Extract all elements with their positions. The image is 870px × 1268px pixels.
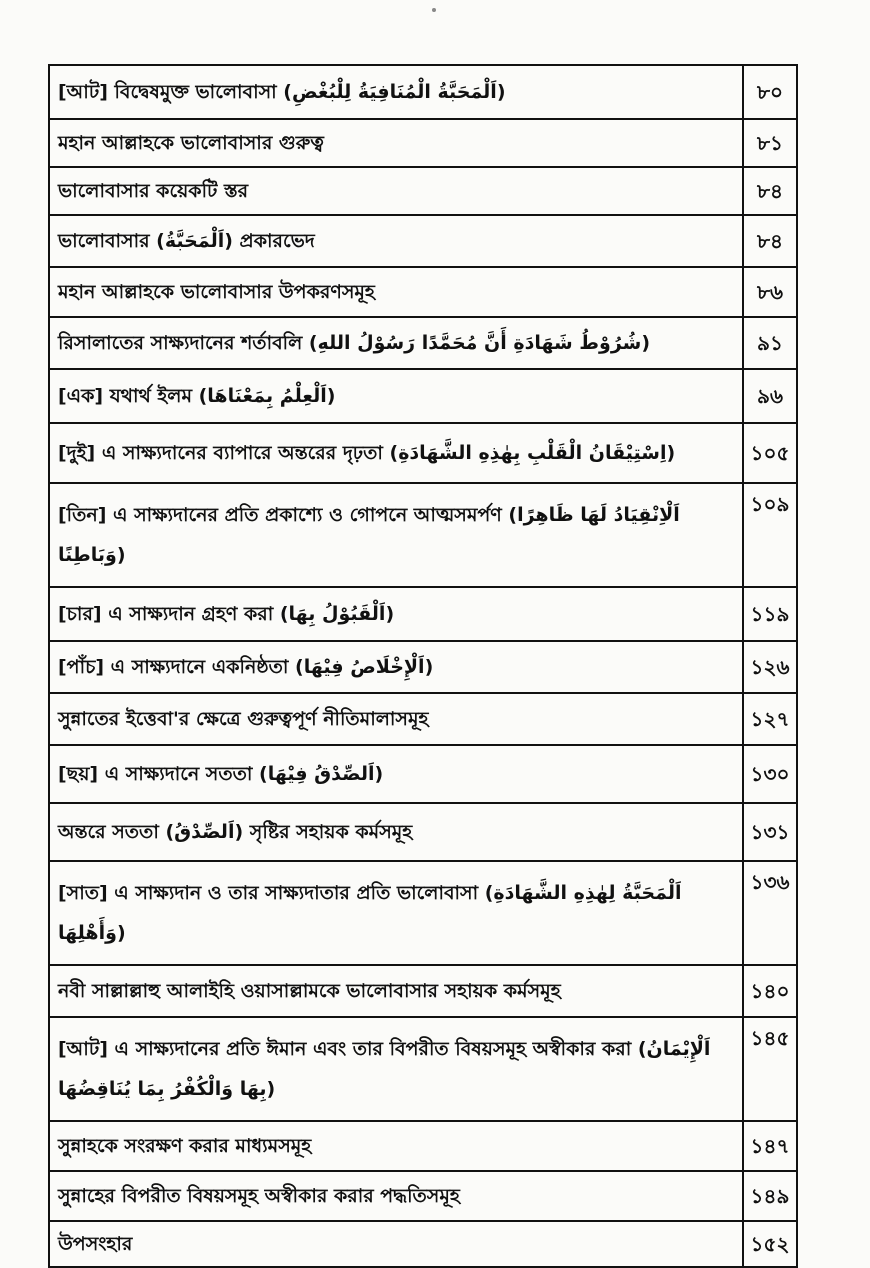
toc-row <box>49 317 797 369</box>
toc-row <box>49 369 797 423</box>
toc-title: ভালোবাসার কয়েকটি স্তর <box>49 167 743 215</box>
toc-row <box>49 965 797 1017</box>
toc-page-number: ৮৪ <box>743 167 797 215</box>
toc-page-number: ১১৯ <box>743 587 797 641</box>
speck-dot <box>432 8 436 12</box>
toc-page-number: ৮১ <box>743 119 797 167</box>
toc-title: [সাত] এ সাক্ষ্যদান ও তার সাক্ষ্যদাতার প্রতি ভালোবাসা (اَلْمَحَبَّةُ لِهٰذِهِ الشَّهَادَةِ وَأَهْلِهَا) <box>49 861 743 965</box>
toc-page-number: ১৪৫ <box>743 1017 797 1121</box>
toc-page-number: ১৩১ <box>743 803 797 861</box>
toc-title: [ছয়] এ সাক্ষ্যদানে সততা (اَلصِّدْقُ فِيْهَا) <box>49 745 743 803</box>
toc-page-number: ৮৪ <box>743 215 797 267</box>
toc-row <box>49 1121 797 1171</box>
toc-page-number: ১৪৯ <box>743 1171 797 1221</box>
toc-title: সুন্নাহকে সংরক্ষণ করার মাধ্যমসমূহ <box>49 1121 743 1171</box>
toc-title: [তিন] এ সাক্ষ্যদানের প্রতি প্রকাশ্যে ও গোপনে আত্মসমর্পণ (اَلْاِنْقِيَادُ لَهَا ظَاهِرًا وَبَاطِنًا) <box>49 483 743 587</box>
toc-title: মহান আল্লাহকে ভালোবাসার গুরুত্ব <box>49 119 743 167</box>
toc-row <box>49 587 797 641</box>
toc-row <box>49 423 797 483</box>
toc-row <box>49 167 797 215</box>
toc-title: ভালোবাসার (اَلْمَحَبَّةُ) প্রকারভেদ <box>49 215 743 267</box>
toc-title: [পাঁচ] এ সাক্ষ্যদানে একনিষ্ঠতা (اَلْإِخْلَاصُ فِيْهَا) <box>49 641 743 693</box>
toc-row <box>49 1171 797 1221</box>
toc-page-number: ১০৫ <box>743 423 797 483</box>
toc-title: অন্তরে সততা (اَلصِّدْقُ) সৃষ্টির সহায়ক কর্মসমূহ <box>49 803 743 861</box>
toc-title: মহান আল্লাহকে ভালোবাসার উপকরণসমূহ <box>49 267 743 317</box>
toc-page-number: ৮৬ <box>743 267 797 317</box>
toc-title: রিসালাতের সাক্ষ্যদানের শর্তাবলি (شُرُوْطُ شَهَادَةِ أَنَّ مُحَمَّدًا رَسُوْلُ اللهِ) <box>49 317 743 369</box>
toc-row <box>49 483 797 587</box>
toc-row <box>49 861 797 965</box>
table-of-contents <box>48 64 798 1268</box>
toc-title: [এক] যথার্থ ইলম (اَلْعِلْمُ بِمَعْنَاهَا) <box>49 369 743 423</box>
toc-title: [আট] এ সাক্ষ্যদানের প্রতি ঈমান এবং তার বিপরীত বিষয়সমূহ অস্বীকার করা (اَلْإِيْمَانُ بِهَا وَالْكُفْرُ بِمَا يُنَاقِضُهَا) <box>49 1017 743 1121</box>
toc-row <box>49 803 797 861</box>
toc-page-number: ১০৯ <box>743 483 797 587</box>
toc-row <box>49 693 797 745</box>
toc-page-number: ১৪৭ <box>743 1121 797 1171</box>
toc-row <box>49 267 797 317</box>
toc-title: উপসংহার <box>49 1221 743 1267</box>
toc-page-number: ৯১ <box>743 317 797 369</box>
toc-page-number: ১৩৬ <box>743 861 797 965</box>
toc-page-number: ১৫২ <box>743 1221 797 1267</box>
toc-title: সুন্নাতের ইত্তেবা'র ক্ষেত্রে গুরুত্বপূর্ণ নীতিমালাসমূহ <box>49 693 743 745</box>
toc-row <box>49 1221 797 1267</box>
toc-title: সুন্নাহের বিপরীত বিষয়সমূহ অস্বীকার করার পদ্ধতিসমূহ <box>49 1171 743 1221</box>
toc-page-number: ১২৭ <box>743 693 797 745</box>
toc-title: [চার] এ সাক্ষ্যদান গ্রহণ করা (اَلْقَبُوْلُ بِهَا) <box>49 587 743 641</box>
toc-row <box>49 745 797 803</box>
toc-title: [দুই] এ সাক্ষ্যদানের ব্যাপারে অন্তরের দৃঢ়তা (اِسْتِيْقَانُ الْقَلْبِ بِهٰذِهِ الشَّهَادَةِ) <box>49 423 743 483</box>
toc-title: [আট] বিদ্বেষমুক্ত ভালোবাসা (اَلْمَحَبَّةُ الْمُنَافِيَةُ لِلْبُغْضِ) <box>49 65 743 119</box>
toc-row <box>49 1017 797 1121</box>
toc-page-number: ১২৬ <box>743 641 797 693</box>
toc-title: নবী সাল্লাল্লাহু আলাইহি ওয়াসাল্লামকে ভালোবাসার সহায়ক কর্মসমূহ <box>49 965 743 1017</box>
toc-row <box>49 65 797 119</box>
toc-row <box>49 641 797 693</box>
toc-row <box>49 215 797 267</box>
toc-page-number: ৯৬ <box>743 369 797 423</box>
toc-row <box>49 119 797 167</box>
toc-page-number: ১৩০ <box>743 745 797 803</box>
toc-page-number: ৮০ <box>743 65 797 119</box>
toc-page-number: ১৪০ <box>743 965 797 1017</box>
